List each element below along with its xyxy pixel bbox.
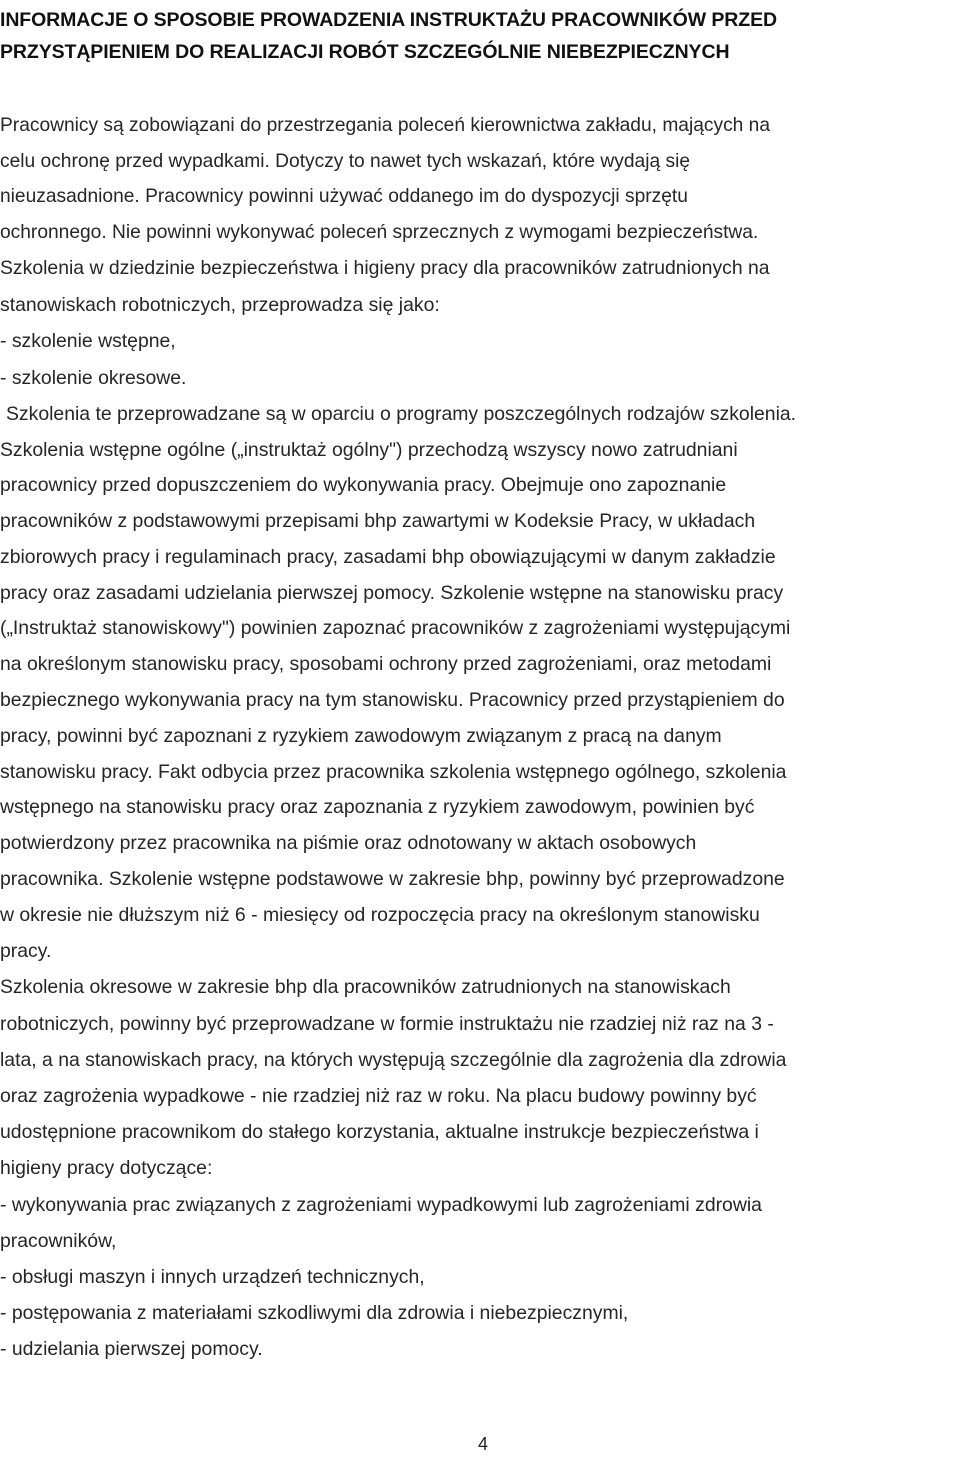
text-line: robotniczych, powinny być przeprowadzane w formie instruktażu nie rzadziej niż raz na 3 - <box>0 1012 774 1035</box>
list-item: - obsługi maszyn i innych urządzeń technicznych, <box>0 1266 425 1289</box>
text-line: („Instruktaż stanowiskowy") powinien zapoznać pracowników z zagrożeniami występującymi <box>0 617 791 640</box>
list-item: - wykonywania prac związanych z zagrożeniami wypadkowymi lub zagrożeniami zdrowia <box>0 1193 762 1216</box>
text-line: pracownika. Szkolenie wstępne podstawowe w zakresie bhp, powinny być przeprowadzone <box>0 868 785 891</box>
page-number: 4 <box>477 1434 488 1454</box>
text-line: higieny pracy dotyczące: <box>0 1157 213 1180</box>
text-line: Pracownicy są zobowiązani do przestrzegania poleceń kierownictwa zakładu, mających na <box>0 115 771 136</box>
text-line: na określonym stanowisku pracy, sposobami ochrony przed zagrożeniami, oraz metodami <box>0 653 772 676</box>
intro-paragraph <box>0 108 960 250</box>
training-types-paragraph <box>0 250 960 433</box>
text-line: pracy, powinni być zapoznani z ryzykiem zawodowym związanym z pracą na danym <box>0 724 722 747</box>
text-line: pracy oraz zasadami udzielania pierwszej pomocy. Szkolenie wstępne na stanowisku pracy <box>0 581 784 604</box>
initial-training-paragraph <box>0 433 960 970</box>
text-line: wstępnego na stanowisku pracy oraz zapoznania z ryzykiem zawodowym, powinien być <box>0 796 755 819</box>
text-line: celu ochronę przed wypadkami. Dotyczy to nawet tych wskazań, które wydają się <box>0 150 691 172</box>
text-line: stanowiskach robotniczych, przeprowadza się jako: <box>0 293 440 316</box>
text-line: pracowników z podstawowymi przepisami bhp zawartymi w Kodeksie Pracy, w układach <box>0 510 756 533</box>
title-line: PRZYSTĄPIENIEM DO REALIZACJI ROBÓT SZCZEGÓLNIE NIEBEZPIECZNYCH <box>0 41 730 63</box>
list-item: - szkolenie okresowe. <box>0 366 187 389</box>
title-line: INFORMACJE O SPOSOBIE PROWADZENIA INSTRUKTAŻU PRACOWNIKÓW PRZED <box>0 9 777 31</box>
document-title <box>0 0 960 68</box>
text-line: pracy. <box>0 939 52 962</box>
text-line: stanowisku pracy. Fakt odbycia przez pracownika szkolenia wstępnego ogólnego, szkolenia <box>0 760 787 783</box>
text-line: Szkolenia okresowe w zakresie bhp dla pracowników zatrudnionych na stanowiskach <box>0 976 731 999</box>
text-line: oraz zagrożenia wypadkowe - nie rzadziej niż raz w roku. Na placu budowy powinny być <box>0 1085 757 1108</box>
text-line: zbiorowych pracy i regulaminach pracy, zasadami bhp obowiązującymi w danym zakładzie <box>0 545 776 568</box>
text-line: nieuzasadnione. Pracownicy powinni używać oddanego im do dyspozycji sprzętu <box>0 186 688 207</box>
text-line: Szkolenia wstępne ogólne („instruktaż ogólny") przechodzą wszyscy nowo zatrudniani <box>0 438 738 461</box>
list-item: - udzielania pierwszej pomocy. <box>0 1338 263 1361</box>
text-line: Szkolenia te przeprowadzane są w oparciu o programy poszczególnych rodzajów szkolenia. <box>6 403 797 425</box>
text-line: potwierdzony przez pracownika na piśmie oraz odnotowany w aktach osobowych <box>0 832 697 855</box>
text-line: Szkolenia w dziedzinie bezpieczeństwa i higieny pracy dla pracowników zatrudnionych na <box>0 257 770 279</box>
text-line: udostępnione pracownikom do stałego korzystania, aktualne instrukcje bezpieczeństwa i <box>0 1121 759 1144</box>
periodic-training-paragraph <box>0 969 960 1367</box>
text-line: pracownicy przed dopuszczeniem do wykonywania pracy. Obejmuje ono zapoznanie <box>0 474 727 497</box>
text-line: w okresie nie dłuższym niż 6 - miesięcy od rozpoczęcia pracy na określonym stanowisku <box>0 903 760 926</box>
text-line: ochronnego. Nie powinni wykonywać poleceń sprzecznych z wymogami bezpieczeństwa. <box>0 221 759 243</box>
text-line: lata, a na stanowiskach pracy, na których występują szczególnie dla zagrożenia dla zdrowia <box>0 1048 787 1071</box>
list-item: - postępowania z materiałami szkodliwymi dla zdrowia i niebezpiecznymi, <box>0 1302 629 1325</box>
list-item: - szkolenie wstępne, <box>0 330 176 352</box>
text-line: pracowników, <box>0 1229 117 1252</box>
text-line: bezpiecznego wykonywania pracy na tym stanowisku. Pracownicy przed przystąpieniem do <box>0 689 785 712</box>
